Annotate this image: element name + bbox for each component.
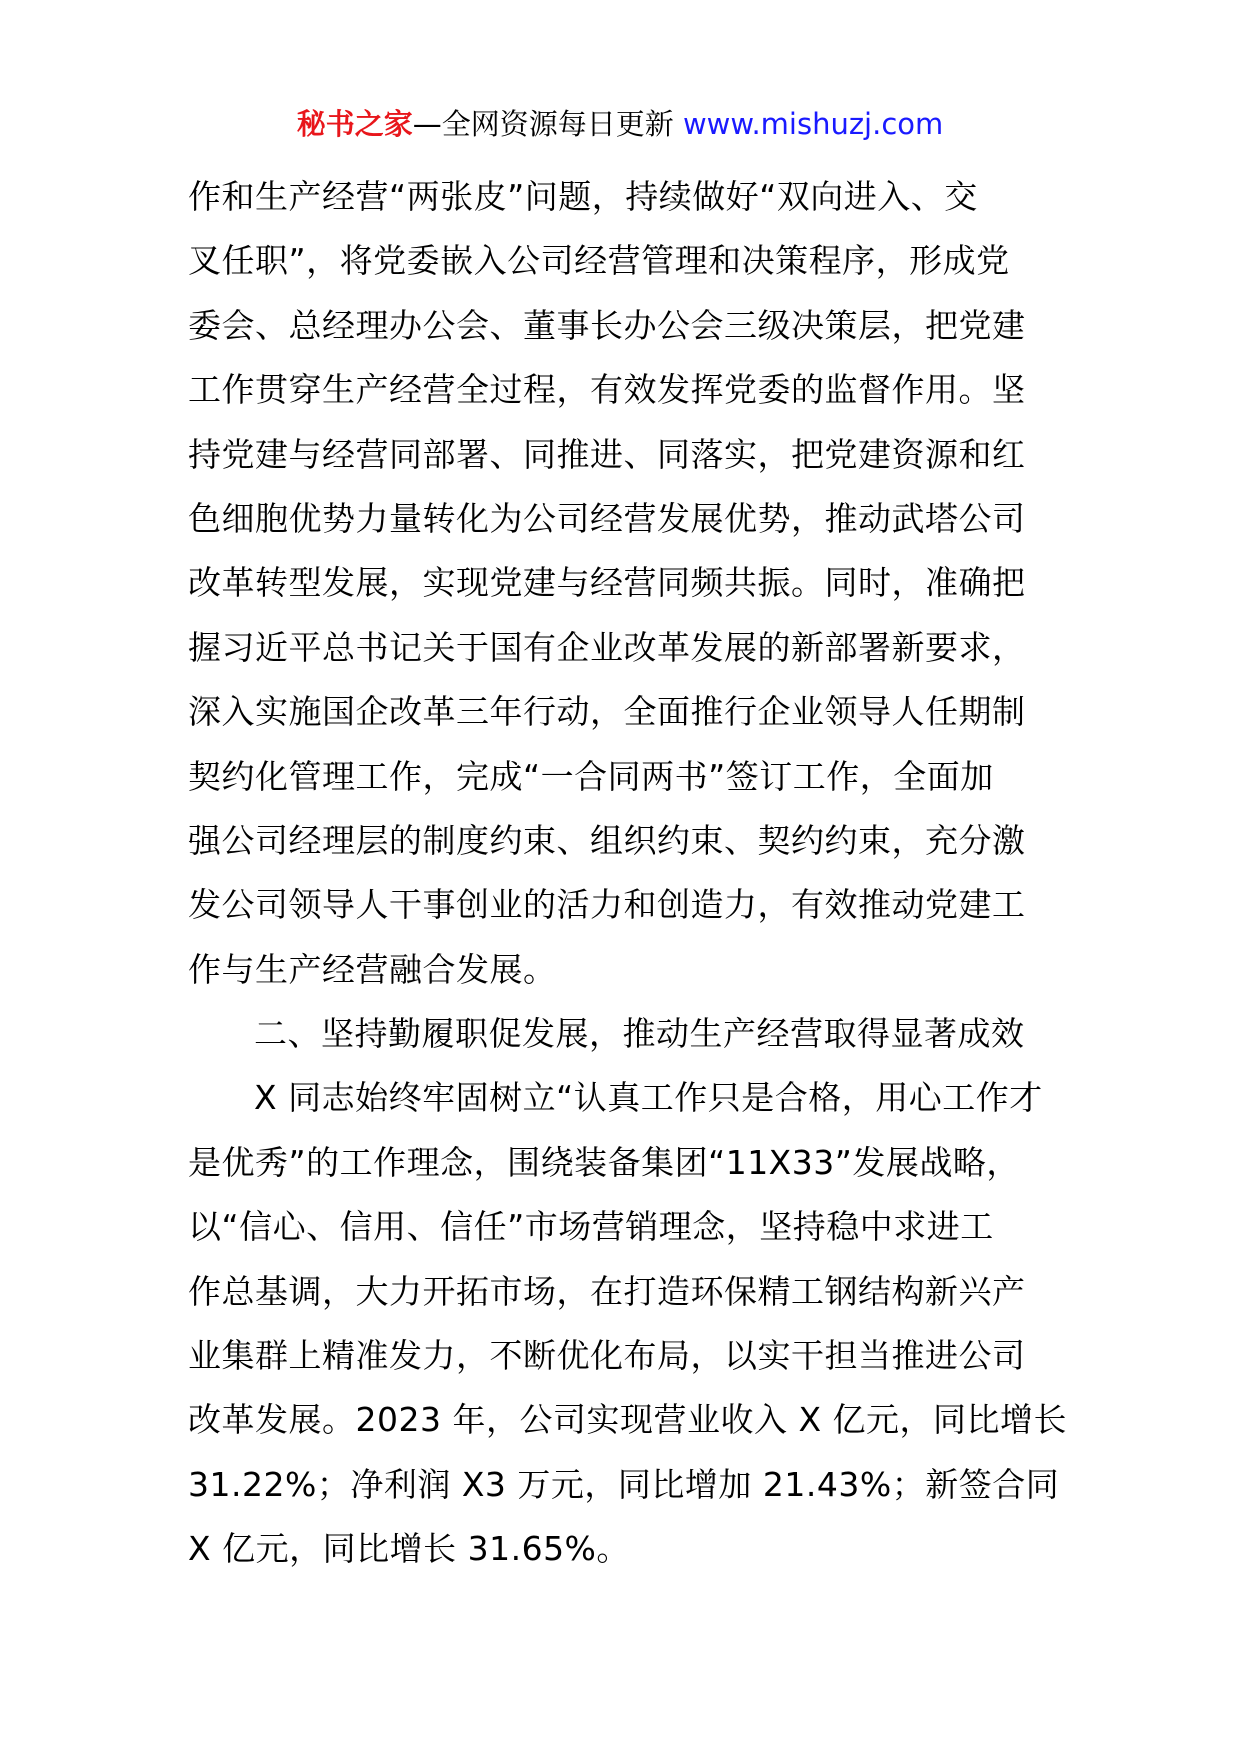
body-line: 业集群上精准发力，不断优化布局，以实干担当推进公司 — [188, 1336, 1026, 1376]
body-line: 改革转型发展，实现党建与经营同频共振。同时，准确把 — [188, 563, 1026, 603]
body-line: X 亿元，同比增长 31.65%。 — [188, 1529, 630, 1569]
body-line: 工作贯穿生产经营全过程，有效发挥党委的监督作用。坚 — [188, 370, 1026, 410]
body-line: 契约化管理工作，完成“一合同两书”签订工作，全面加 — [188, 756, 994, 796]
body-line: 深入实施国企改革三年行动，全面推行企业领导人任期制 — [188, 692, 1026, 732]
body-line: 委会、总经理办公会、董事长办公会三级决策层，把党建 — [188, 305, 1026, 345]
header-url-link[interactable]: www.mishuzj.com — [682, 107, 944, 141]
header-tagline: —全网资源每日更新 — [412, 107, 674, 141]
body-line: 色细胞优势力量转化为公司经营发展优势，推动武塔公司 — [188, 498, 1026, 538]
section-heading: 二、坚持勤履职促发展，推动生产经营取得显著成效 — [254, 1014, 1025, 1054]
body-line: 是优秀”的工作理念，围绕装备集团“11X33”发展战略， — [188, 1142, 1020, 1182]
page-header — [0, 104, 1240, 144]
body-line: 强公司经理层的制度约束、组织约束、契约约束，充分激 — [188, 820, 1026, 860]
body-line: 改革发展。2023 年，公司实现营业收入 X 亿元，同比增长 — [188, 1400, 1068, 1440]
body-line: 发公司领导人干事创业的活力和创造力，有效推动党建工 — [188, 885, 1026, 925]
body-line: 持党建与经营同部署、同推进、同落实，把党建资源和红 — [188, 434, 1026, 474]
document-body — [188, 165, 1068, 1582]
paragraph-first-line: X 同志始终牢固树立“认真工作只是合格，用心工作才 — [254, 1078, 1043, 1118]
body-line: 作总基调，大力开拓市场，在打造环保精工钢结构新兴产 — [188, 1271, 1026, 1311]
body-line: 以“信心、信用、信任”市场营销理念，坚持稳中求进工 — [188, 1207, 994, 1247]
body-line: 作与生产经营融合发展。 — [188, 949, 557, 989]
body-line: 叉任职”，将党委嵌入公司经营管理和决策程序，形成党 — [188, 241, 1010, 281]
body-line: 作和生产经营“两张皮”问题，持续做好“双向进入、交 — [188, 177, 978, 216]
header-brand: 秘书之家 — [296, 107, 413, 141]
body-line: 31.22%；净利润 X3 万元，同比增加 21.43%；新签合同 — [188, 1464, 1060, 1504]
body-line: 握习近平总书记关于国有企业改革发展的新部署新要求， — [188, 627, 1026, 667]
